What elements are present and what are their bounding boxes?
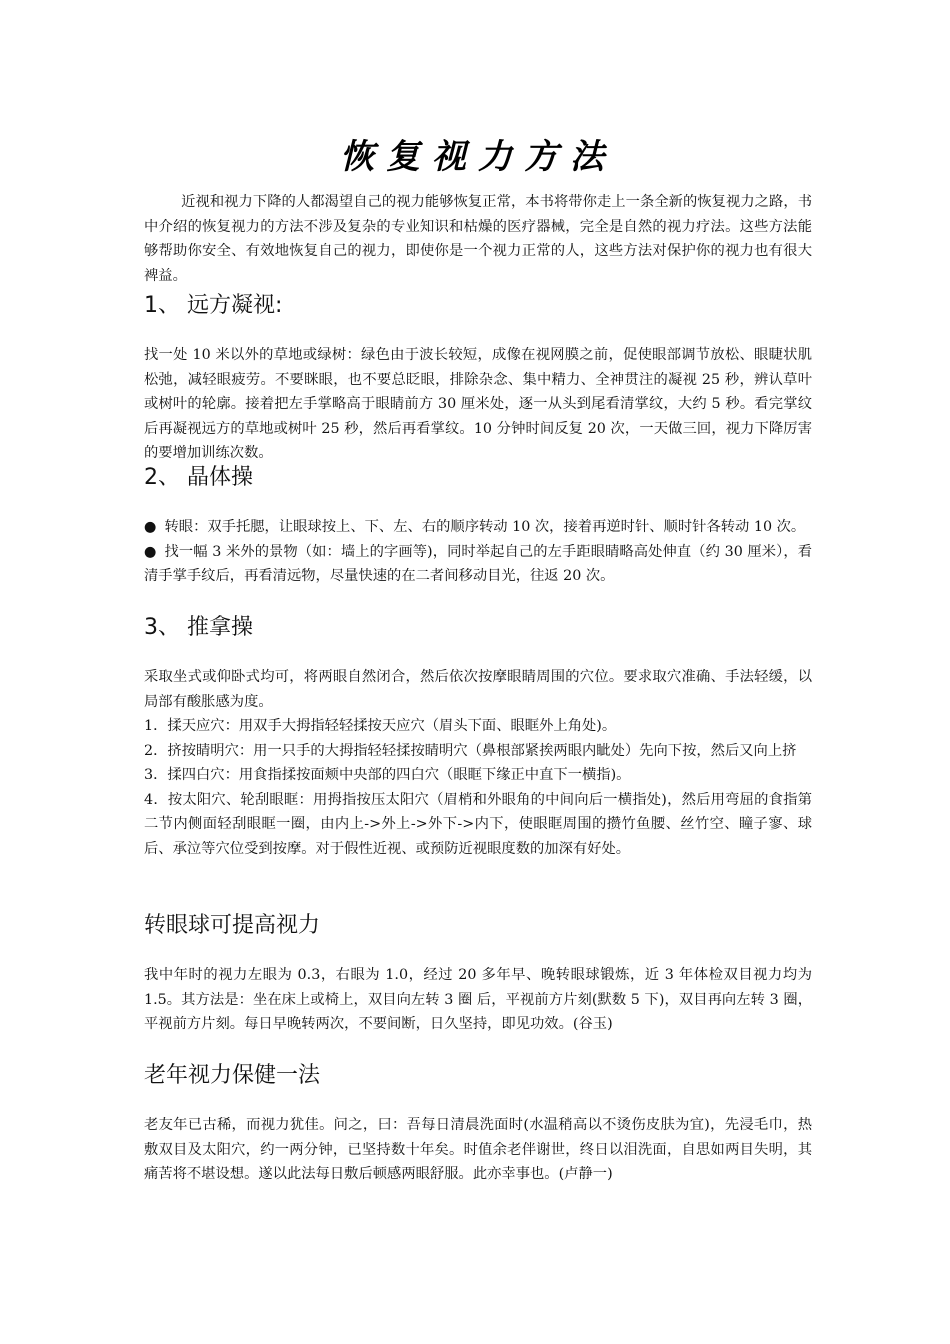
section-massage-exercise <box>144 612 812 861</box>
section-heading: 1、 远方凝视: <box>144 293 283 318</box>
section-paragraph: 找一处 10 米以外的草地或绿树：绿色由于波长较短，成像在视网膜之前，促使眼部调节放松、眼睫状肌松弛，减轻眼疲劳。不要眯眼，也不要总眨眼，排除杂念、集中精力、全神贯注的凝视 25 秒，辨认草叶或树叶的轮廓。接着把左手掌略高于眼睛前方 30 厘米处，逐一从头到尾看清掌纹，大约 5 秒。看完掌纹后再凝视远方的草地或树叶 25 秒，然后再看掌纹。10 分钟时间反复 20 次，一天做三回，视力下降厉害的要增加训练次数。 <box>144 347 812 461</box>
step-item: 1．揉天应穴：用双手大拇指轻轻揉按天应穴（眉头下面、眼眶外上角处)。 <box>144 718 617 734</box>
bullet-icon: ● <box>144 543 157 560</box>
step-item: 3．揉四白穴：用食指揉按面颊中央部的四白穴（眼眶下缘正中直下一横指)。 <box>144 767 631 783</box>
bullet-text: 找一幅 3 米外的景物（如：墙上的字画等)，同时举起自己的左手距眼睛略高处伸直（约 30 厘米），看清手掌手纹后，再看清远物，尽量快速的在二者间移动目光，往返 20 次。 <box>144 543 812 584</box>
bullet-item <box>144 515 812 540</box>
section-heading: 转眼球可提高视力 <box>144 913 321 938</box>
section-lens-exercise <box>144 462 812 589</box>
section-heading: 2、 晶体操 <box>144 465 253 490</box>
section-paragraph: 老友年已古稀，而视力犹佳。问之，曰：吾每日清晨洗面时(水温稍高以不烫伤皮肤为宜)，先浸毛巾，热敷双目及太阳穴，约一两分钟，已坚持数十年矣。时值余老伴谢世，终日以泪洗面，自思如两目失明，其痛苦将不堪设想。遂以此法每日敷后顿感两眼舒服。此亦幸事也。(卢静一) <box>144 1117 812 1182</box>
intro-paragraph: 近视和视力下降的人都渴望自己的视力能够恢复正常，本书将带你走上一条全新的恢复视力之路，书中介绍的恢复视力的方法不涉及复杂的专业知识和枯燥的医疗器械，完全是自然的视力疗法。这些方法能够帮助你安全、有效地恢复自己的视力，即使你是一个视力正常的人，这些方法对保护你的视力也有很大裨益。 <box>144 194 812 284</box>
section-paragraph: 我中年时的视力左眼为 0.3，右眼为 1.0，经过 20 多年早、晚转眼球锻炼，近 3 年体检双目视力均为 1.5。其方法是：坐在床上或椅上，双目向左转 3 圈 后，平视前方片刻(默数 5 下)，双目再向左转 3 圈，平视前方片刻。每日早晚转两次，不要间断，日久坚持，即见功效。(谷玉) <box>144 967 812 1032</box>
section-far-gaze <box>144 290 812 466</box>
section-heading: 3、 推拿操 <box>144 615 253 640</box>
section-eye-rolling <box>144 910 812 1037</box>
step-item: 4．按太阳穴、轮刮眼眶：用拇指按压太阳穴（眉梢和外眼角的中间向后一横指处)，然后用弯屈的食指第二节内侧面轻刮眼眶一圈，由内上->外上->外下->内下，使眼眶周围的攒竹鱼腰、丝竹空、瞳子寥、球后、承泣等穴位受到按摩。对于假性近视、或预防近视眼度数的加深有好处。 <box>144 791 812 857</box>
bullet-icon: ● <box>144 519 157 535</box>
section-elderly-care <box>144 1060 812 1187</box>
section-paragraph: 采取坐式或仰卧式均可，将两眼自然闭合，然后依次按摩眼睛周围的穴位。要求取穴准确、手法轻缓，以局部有酸胀感为度。 <box>144 669 812 710</box>
bullet-item <box>144 540 812 589</box>
step-item: 2．挤按睛明穴：用一只手的大拇指轻轻揉按睛明穴（鼻根部紧挨两眼内眦处）先向下按，然后又向上挤 <box>144 742 797 759</box>
page-title: 恢复视力方法 <box>340 136 616 177</box>
section-heading: 老年视力保健一法 <box>144 1063 321 1088</box>
bullet-text: 转眼：双手托腮，让眼球按上、下、左、右的顺序转动 10 次，接着再逆时针、顺时针各转动 10 次。 <box>164 519 806 535</box>
